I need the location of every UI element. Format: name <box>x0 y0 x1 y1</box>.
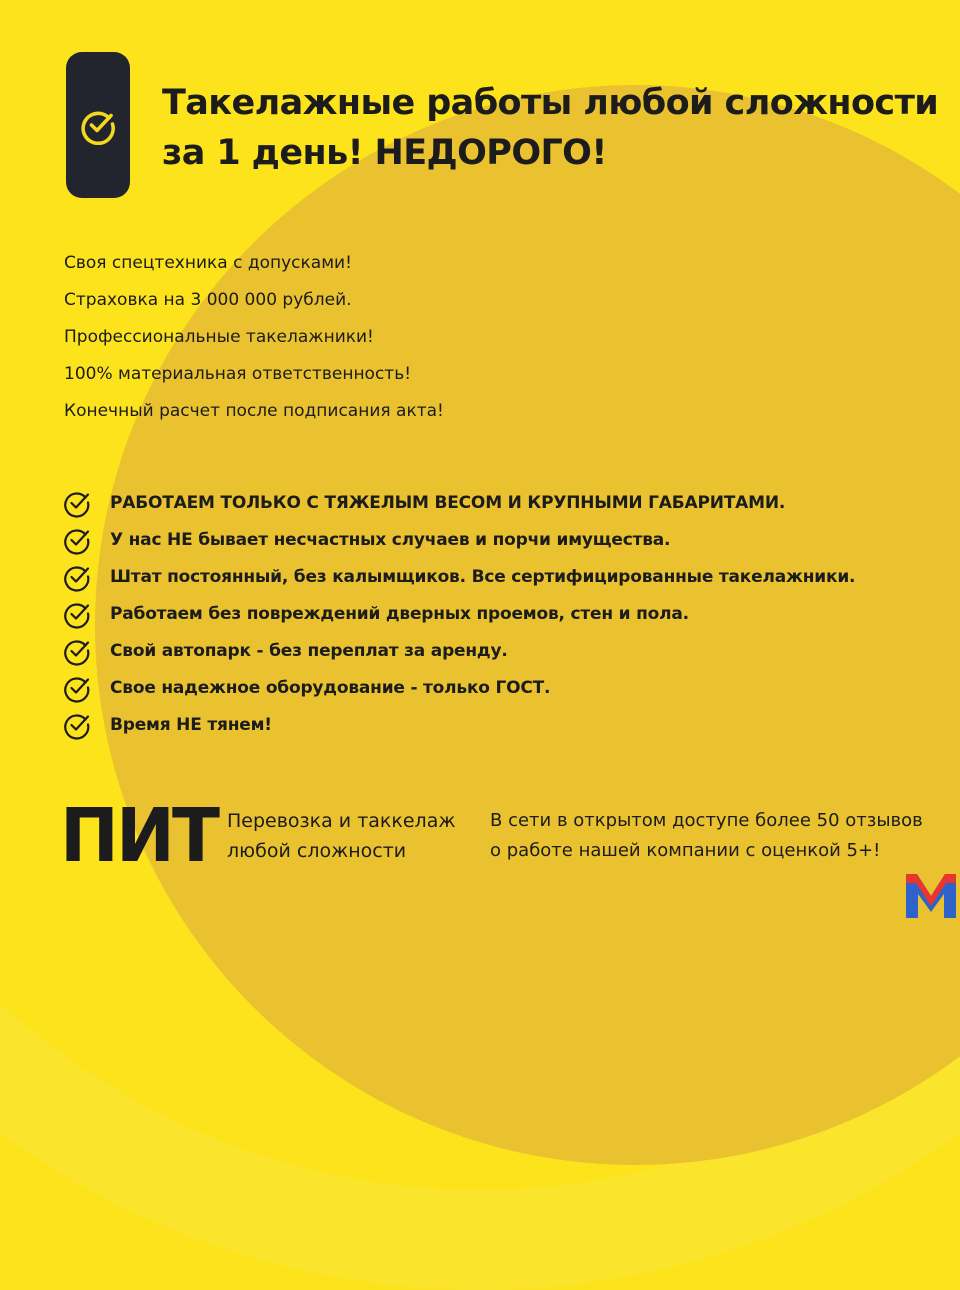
checklist-item <box>62 632 855 669</box>
checklist-text: У нас НЕ бывает несчастных случаев и порчи имущества. <box>110 529 671 550</box>
check-circle-icon <box>62 525 92 555</box>
checklist-item <box>62 521 855 558</box>
reviews-note <box>490 806 923 866</box>
brand-tagline <box>227 806 455 866</box>
check-circle-icon <box>62 599 92 629</box>
perk-item: Профессиональные такелажники! <box>64 327 374 347</box>
headline <box>162 78 942 178</box>
checklist-text: Свой автопарк - без переплат за аренду. <box>110 640 508 661</box>
checklist-item <box>62 669 855 706</box>
checklist-item <box>62 558 855 595</box>
checklist-text: Работаем без повреждений дверных проемов, стен и пола. <box>110 603 689 624</box>
check-circle-icon <box>62 562 92 592</box>
headline-line-2: за 1 день! НЕДОРОГО! <box>162 133 607 173</box>
brand-logo: ПИТ <box>60 793 218 879</box>
perk-item: 100% материальная ответственность! <box>64 364 412 384</box>
check-circle-icon <box>62 488 92 518</box>
checklist-item <box>62 706 855 743</box>
checklist-item <box>62 595 855 632</box>
checklist <box>62 484 855 743</box>
perk-item: Своя спецтехника с допусками! <box>64 253 352 273</box>
checklist-item <box>62 484 855 521</box>
m-logo-icon <box>906 870 956 918</box>
checklist-text: Свое надежное оборудование - только ГОСТ. <box>110 677 551 698</box>
checklist-text: Время НЕ тянем! <box>110 714 272 735</box>
check-circle-icon <box>62 710 92 740</box>
reviews-line: В сети в открытом доступе более 50 отзывов <box>490 810 923 831</box>
tagline-line: любой сложности <box>227 840 407 862</box>
perk-item: Конечный расчет после подписания акта! <box>64 401 444 421</box>
reviews-line: о работе нашей компании с оценкой 5+! <box>490 840 881 861</box>
perk-item: Страховка на 3 000 000 рублей. <box>64 290 352 310</box>
tagline-line: Перевозка и таккелаж <box>227 810 456 832</box>
check-badge <box>66 52 130 198</box>
check-circle-icon <box>62 673 92 703</box>
checklist-text: Штат постоянный, без калымщиков. Все сертифицированные такелажники. <box>110 566 856 587</box>
check-circle-icon <box>62 636 92 666</box>
perks-list <box>64 245 444 430</box>
check-circle-icon <box>78 105 118 145</box>
headline-line-1: Такелажные работы любой сложности <box>162 83 939 123</box>
checklist-text: РАБОТАЕМ ТОЛЬКО С ТЯЖЕЛЫМ ВЕСОМ И КРУПНЫМИ ГАБАРИТАМИ. <box>110 492 786 513</box>
